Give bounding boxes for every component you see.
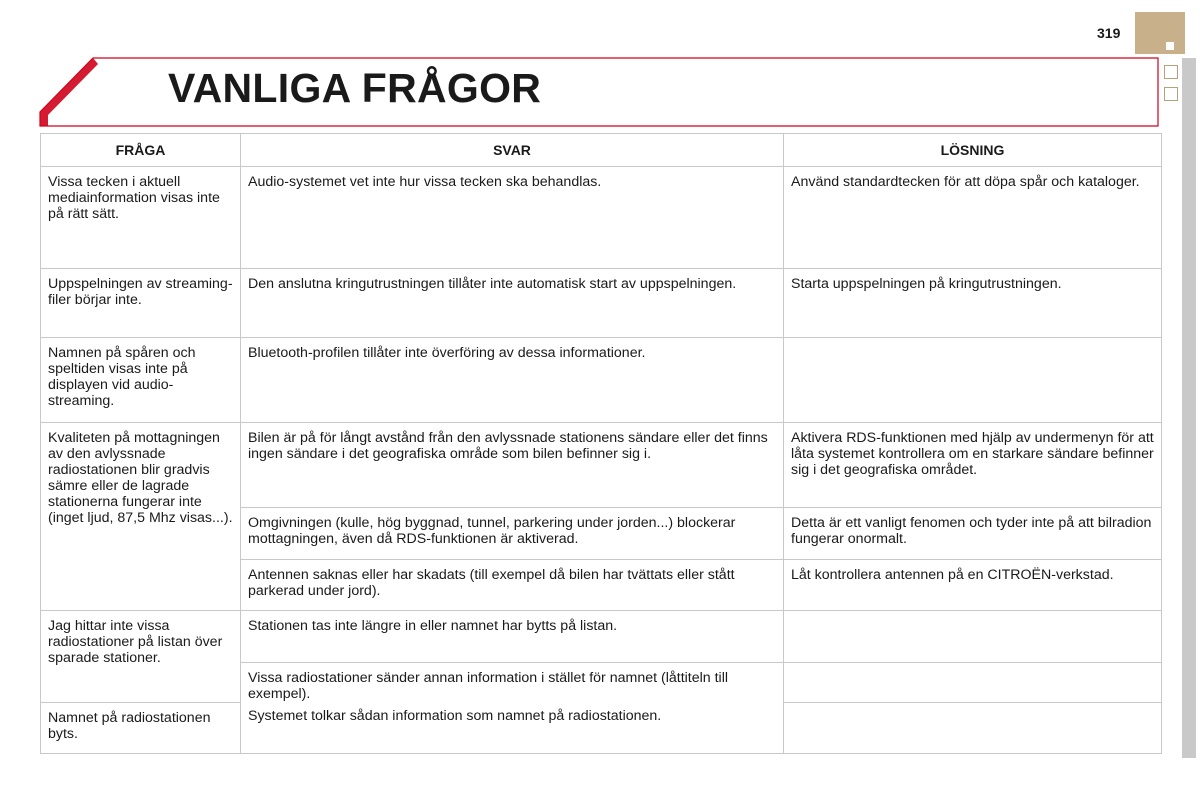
solution-cell: Använd standardtecken för att döpa spår och kataloger. bbox=[784, 167, 1162, 269]
solution-cell bbox=[784, 703, 1162, 754]
question-cell: Kvaliteten på mottagningen av den avlyssnade radiostationen blir gradvis sämre eller de lagrade stationerna fungerar inte (inget ljud, 87,5 Mhz visas...). bbox=[41, 423, 241, 611]
question-cell: Jag hittar inte vissa radiostationer på listan över sparade stationer. bbox=[41, 611, 241, 703]
chapter-tab-box bbox=[1164, 65, 1178, 79]
faq-table bbox=[40, 133, 1162, 754]
answer-cell: Omgivningen (kulle, hög byggnad, tunnel, parkering under jorden...) blockerar mottagningen, även då RDS-funktionen är aktiverad. bbox=[241, 508, 784, 560]
table-row bbox=[41, 423, 1162, 508]
answer-cell: Audio-systemet vet inte hur vissa tecken ska behandlas. bbox=[241, 167, 784, 269]
table-header-row bbox=[41, 134, 1162, 167]
answer-cell: Stationen tas inte längre in eller namnet har bytts på listan. bbox=[241, 611, 784, 663]
question-cell: Uppspelningen av streaming-filer börjar inte. bbox=[41, 269, 241, 338]
table-row bbox=[41, 167, 1162, 269]
table-row bbox=[41, 269, 1162, 338]
solution-cell bbox=[784, 338, 1162, 423]
answer-cell: Den anslutna kringutrustningen tillåter inte automatisk start av uppspelningen. bbox=[241, 269, 784, 338]
chapter-tab-box bbox=[1164, 87, 1178, 101]
solution-cell: Starta uppspelningen på kringutrustningen. bbox=[784, 269, 1162, 338]
chapter-tab bbox=[1135, 12, 1185, 54]
answer-cell: Bluetooth-profilen tillåter inte överföring av dessa informationer. bbox=[241, 338, 784, 423]
table-row bbox=[41, 338, 1162, 423]
answer-text: Vissa radiostationer sänder annan information i stället för namnet (låttiteln till exempel). bbox=[248, 670, 728, 702]
side-rule bbox=[1182, 58, 1196, 758]
solution-cell bbox=[784, 663, 1162, 703]
table-row bbox=[41, 611, 1162, 663]
solution-cell: Detta är ett vanligt fenomen och tyder inte på att bilradion fungerar onormalt. bbox=[784, 508, 1162, 560]
answer-cell: Antennen saknas eller har skadats (till exempel då bilen har tvättats eller stått parkerad under jord). bbox=[241, 560, 784, 611]
page-title: VANLIGA FRÅGOR bbox=[168, 65, 542, 111]
page-number: 319 bbox=[1097, 25, 1121, 41]
column-header-question: FRÅGA bbox=[41, 134, 241, 167]
chapter-tab-marker bbox=[1166, 42, 1174, 50]
solution-cell: Låt kontrollera antennen på en CITROËN-verkstad. bbox=[784, 560, 1162, 611]
solution-cell: Aktivera RDS-funktionen med hjälp av undermenyn för att låta systemet kontrollera om en starkare sändare befinner sig i det geografiska området. bbox=[784, 423, 1162, 508]
column-header-solution: LÖSNING bbox=[784, 134, 1162, 167]
answer-text: Systemet tolkar sådan information som namnet på radiostationen. bbox=[248, 708, 662, 724]
question-cell: Vissa tecken i aktuell mediainformation visas inte på rätt sätt. bbox=[41, 167, 241, 269]
question-cell: Namnet på radiostationen byts. bbox=[41, 703, 241, 754]
column-header-answer: SVAR bbox=[241, 134, 784, 167]
solution-cell bbox=[784, 611, 1162, 663]
answer-cell bbox=[241, 663, 784, 754]
answer-cell: Bilen är på för långt avstånd från den avlyssnade stationens sändare eller det finns ingen sändare i det geografiska område som bilen befinner sig i. bbox=[241, 423, 784, 508]
question-cell: Namnen på spåren och speltiden visas inte på displayen vid audio-streaming. bbox=[41, 338, 241, 423]
